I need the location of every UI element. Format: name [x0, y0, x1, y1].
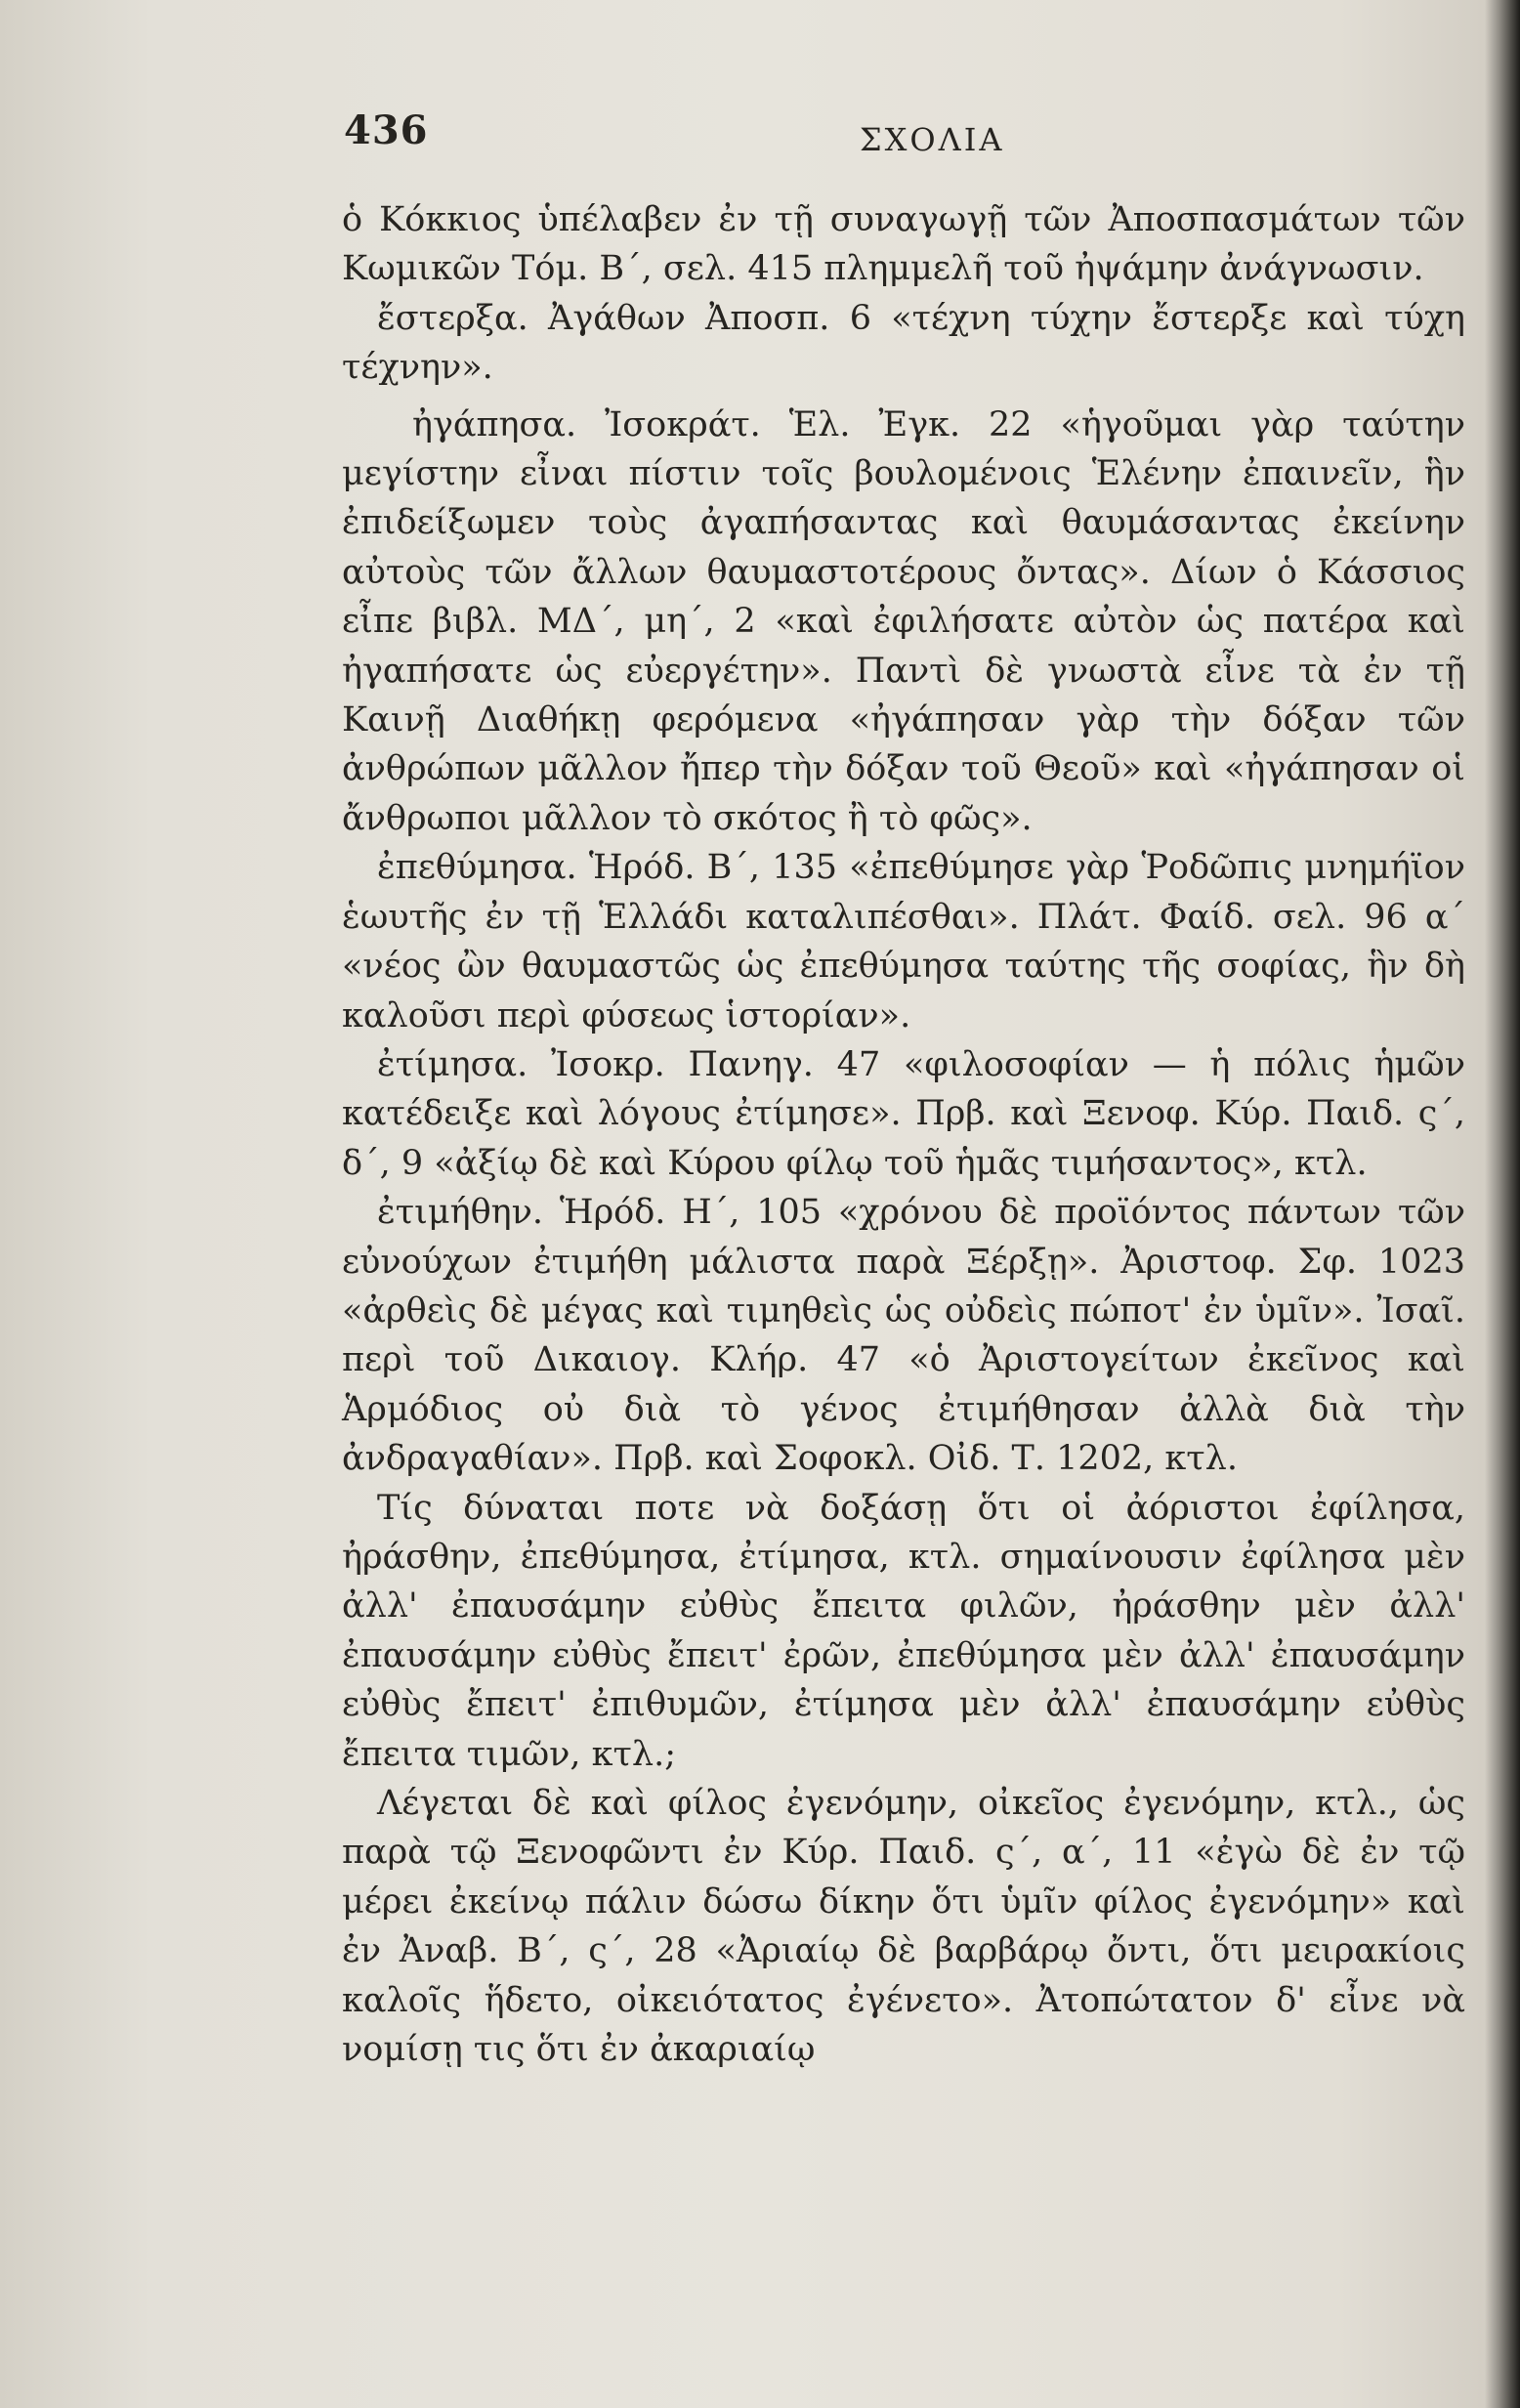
page-number: 436 — [344, 107, 429, 153]
paragraph: Τίς δύναται ποτε νὰ δοξάσῃ ὅτι οἱ ἀόριστοι ἐφίλησα, ἠράσθην, ἐπεθύμησα, ἐτίμησα, κτλ. σημαίνουσιν ἐφίλησα μὲν ἀλλ' ἐπαυσάμην εὐθὺς ἔπειτα φιλῶν, ἠράσθην μὲν ἀλλ' ἐπαυσάμην εὐθὺς ἔπειτ' ἐρῶν, ἐπεθύμησα μὲν ἀλλ' ἐπαυσάμην εὐθὺς ἔπειτ' ἐπιθυμῶν, ἐτίμησα μὲν ἀλλ' ἐπαυσάμην εὐθὺς ἔπειτα τιμῶν, κτλ.; — [342, 1488, 1465, 1774]
running-head: ΣΧΟΛΙΑ — [860, 121, 1005, 158]
body-text — [342, 195, 1465, 2074]
paragraph: ἐτιμήθην. Ἡρόδ. Η΄, 105 «χρόνου δὲ προϊόντος πάντων τῶν εὐνούχων ἐτιμήθη μάλιστα παρὰ Ξέρξῃ». Ἀριστοφ. Σφ. 1023 «ἀρθεὶς δὲ μέγας καὶ τιμηθεὶς ὡς οὐδεὶς πώποτ' ἐν ὑμῖν». Ἰσαῖ. περὶ τοῦ Δικαιογ. Κλήρ. 47 «ὁ Ἀριστογείτων ἐκεῖνος καὶ Ἁρμόδιος οὐ διὰ τὸ γένος ἐτιμήθησαν ἀλλὰ διὰ τὴν ἀνδραγαθίαν». Πρβ. καὶ Σοφοκλ. Οἰδ. Τ. 1202, κτλ. — [342, 1193, 1465, 1479]
paragraph: ἔστερξα. Ἀγάθων Ἀποσπ. 6 «τέχνη τύχην ἔστερξε καὶ τύχη τέχνην». — [342, 298, 1465, 388]
paragraph: ἐπεθύμησα. Ἡρόδ. Β΄, 135 «ἐπεθύμησε γὰρ Ῥοδῶπις μνημήϊον ἑωυτῆς ἐν τῇ Ἑλλάδι καταλιπέσθαι». Πλάτ. Φαίδ. σελ. 96 α΄ «νέος ὢν θαυμαστῶς ὡς ἐπεθύμησα ταύτης τῆς σοφίας, ἣν δὴ καλοῦσι περὶ φύσεως ἱστορίαν». — [342, 848, 1465, 1035]
paragraph: ὁ Κόκκιος ὑπέλαβεν ἐν τῇ συναγωγῇ τῶν Ἀποσπασμάτων τῶν Κωμικῶν Τόμ. Β΄, σελ. 415 πλημμελῆ τοῦ ἠψάμην ἀνάγνωσιν. — [342, 200, 1465, 289]
page-header — [0, 107, 1520, 166]
paragraph: Λέγεται δὲ καὶ φίλος ἐγενόμην, οἰκεῖος ἐγενόμην, κτλ., ὡς παρὰ τῷ Ξενοφῶντι ἐν Κύρ. Παιδ. ς΄, α΄, 11 «ἐγὼ δὲ ἐν τῷ μέρει ἐκείνῳ πάλιν δώσω δίκην ὅτι ὑμῖν φίλος ἐγενόμην» καὶ ἐν Ἀναβ. Β΄, ς΄, 28 «Ἀριαίῳ δὲ βαρβάρῳ ὄντι, ὅτι μειρακίοις καλοῖς ἥδετο, οἰκειότατος ἐγένετο». Ἀτοπώτατον δ' εἶνε νὰ νομίσῃ τις ὅτι ἐν ἀκαριαίῳ — [342, 1784, 1465, 2070]
paragraph: ἠγάπησα. Ἰσοκράτ. Ἑλ. Ἐγκ. 22 «ἡγοῦμαι γὰρ ταύτην μεγίστην εἶναι πίστιν τοῖς βουλομένοις Ἑλένην ἐπαινεῖν, ἣν ἐπιδείξωμεν τοὺς ἀγαπήσαντας καὶ θαυμάσαντας ἐκείνην αὐτοὺς τῶν ἄλλων θαυμαστοτέρους ὄντας». Δίων ὁ Κάσσιος εἶπε βιβλ. ΜΔ΄, μη΄, 2 «καὶ ἐφιλήσατε αὐτὸν ὡς πατέρα καὶ ἠγαπήσατε ὡς εὐεργέτην». Παντὶ δὲ γνωστὰ εἶνε τὰ ἐν τῇ Καινῇ Διαθήκῃ φερόμενα «ἠγάπησαν γὰρ τὴν δόξαν τῶν ἀνθρώπων μᾶλλον ἤπερ τὴν δόξαν τοῦ Θεοῦ» καὶ «ἠγάπησαν οἱ ἄνθρωποι μᾶλλον τὸ σκότος ἢ τὸ φῶς». — [342, 404, 1465, 838]
paragraph: ἐτίμησα. Ἰσοκρ. Πανηγ. 47 «φιλοσοφίαν — ἡ πόλις ἡμῶν κατέδειξε καὶ λόγους ἐτίμησε». Πρβ. καὶ Ξενοφ. Κύρ. Παιδ. ς΄, δ΄, 9 «ἀξίῳ δὲ καὶ Κύρου φίλῳ τοῦ ἡμᾶς τιμήσαντος», κτλ. — [342, 1044, 1465, 1183]
page-edge-shadow — [1485, 0, 1520, 2408]
